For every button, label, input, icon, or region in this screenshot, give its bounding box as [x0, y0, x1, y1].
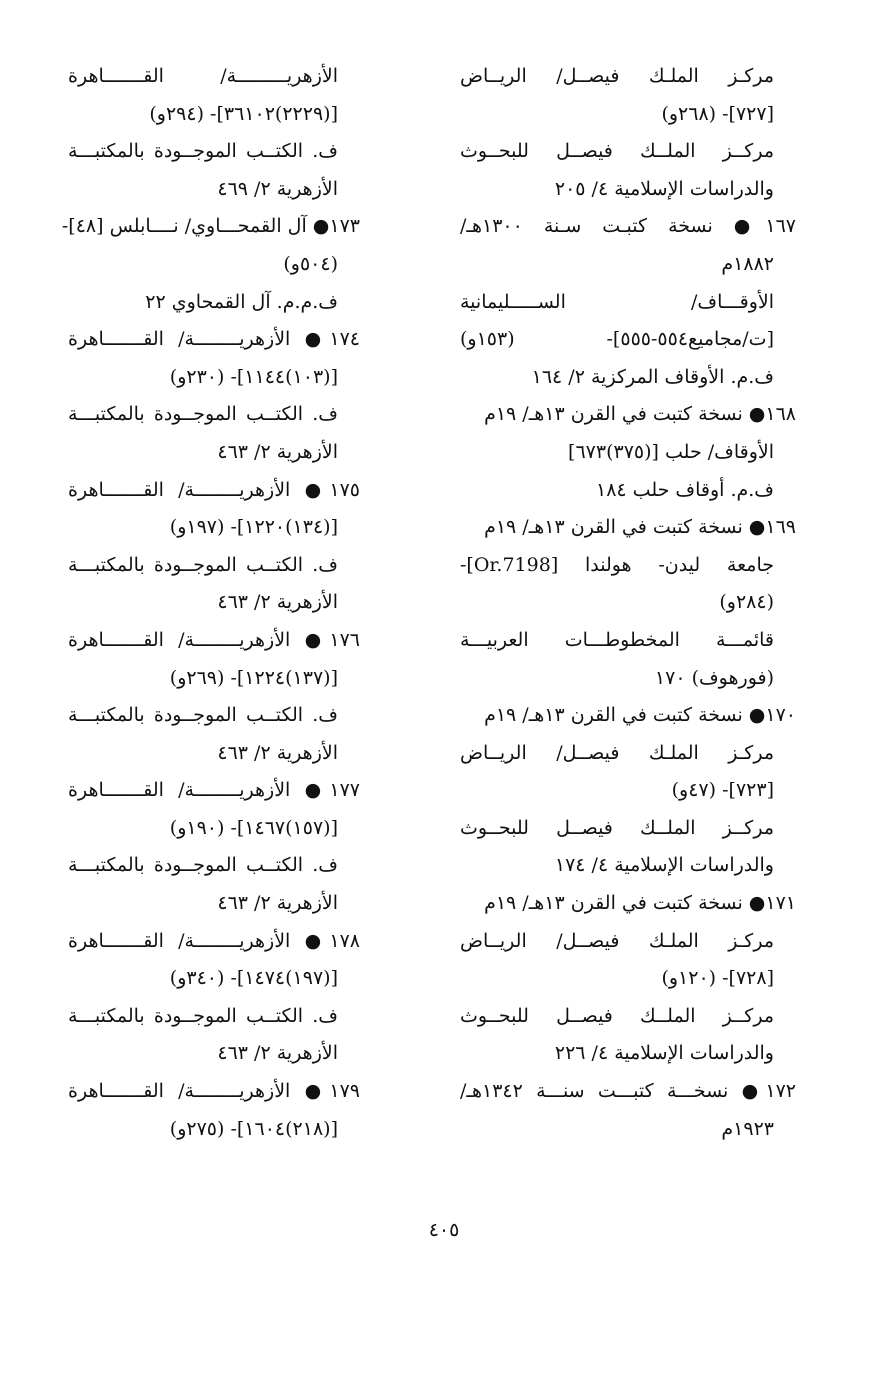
entry-detail-line: مركـز الملـك فيصــل/ الريــاض — [460, 65, 774, 87]
entry-detail-line: ف.م. الأوقاف المركزية ٢/ ١٦٤ — [531, 365, 774, 388]
entry-number-line: ١٧١● نسخة كتبت في القرن ١٣هـ/ ١٩م — [484, 892, 796, 915]
entry-detail-line: مركــز الملــك فيصــل للبحــوث — [460, 1004, 774, 1027]
entry-detail-line: والدراسات الإسلامية ٤/ ١٧٤ — [554, 854, 774, 877]
entry-detail-line: [(١٠٣)١١٤٤]- (٢٣٠و) — [169, 365, 338, 388]
entry-number-line: ١٧٦● الأزهريــــــــة/ القـــــــاهرة — [68, 628, 360, 651]
entry-detail-line: ١٩٢٣م — [721, 1117, 774, 1140]
entry-detail-line: جامعة ليدن- هولندا [Or.7198]- — [460, 553, 774, 576]
entry-detail-line: [(١٣٤)١٢٢٠]- (١٩٧و) — [169, 516, 338, 539]
entry-number-line: ١٧٥● الأزهريــــــــة/ القـــــــاهرة — [68, 478, 360, 501]
entry-detail-line: مركـز الملـك فيصــل/ الريــاض — [460, 929, 774, 952]
entry-detail-line: ف. الكتــب الموجــودة بالمكتبـــة — [68, 140, 338, 163]
entry-detail-line: ف.م. أوقاف حلب ١٨٤ — [596, 478, 774, 501]
entry-detail-line: والدراسات الإسلامية ٤/ ٢٢٦ — [554, 1042, 774, 1065]
entry-detail-line: الأزهرية ٢/ ٤٦٣ — [217, 440, 338, 463]
entry-number-line: ١٦٩● نسخة كتبت في القرن ١٣هـ/ ١٩م — [484, 516, 796, 539]
entry-detail-line: مركـز الملـك فيصــل/ الريــاض — [460, 741, 774, 764]
entry-detail-line: [(١٣٧)١٢٢٤]- (٢٦٩و) — [169, 666, 338, 689]
entry-detail-line: مركــز الملــك فيصــل للبحــوث — [460, 140, 774, 163]
entry-detail-line: ف. الكتــب الموجــودة بالمكتبـــة — [68, 704, 338, 727]
entry-number-line: ١٧٧● الأزهريــــــــة/ القـــــــاهرة — [68, 779, 360, 802]
entry-number-line: ١٦٨● نسخة كتبت في القرن ١٣هـ/ ١٩م — [484, 403, 796, 426]
entry-detail-line: [٧٢٧]- (٢٦٨و) — [661, 102, 774, 125]
entry-detail-line: [(١٩٧)١٤٧٤]- (٣٤٠و) — [169, 967, 338, 990]
entry-detail-line: [٧٢٣]- (٤٧و) — [671, 779, 774, 802]
page-number: ٤٠٥ — [428, 1219, 460, 1241]
entry-detail-line: ف.م.م. آل القمحاوي ٢٢ — [145, 290, 338, 313]
entry-detail-line: الأزهرية ٢/ ٤٦٣ — [217, 1042, 338, 1065]
entry-detail-line: (٢٨٤و) — [719, 591, 774, 614]
entry-detail-line: الأزهرية ٢/ ٤٦٣ — [217, 591, 338, 614]
entry-detail-line: مركــز الملــك فيصــل للبحــوث — [460, 816, 774, 839]
entry-detail-line: [ت/مجاميع٥٥٤-٥٥٥]- (١٥٣و) — [460, 328, 774, 351]
entry-detail-line: [(٢٢٢٩)٣٦١٠٢]- (٢٩٤و) — [149, 102, 338, 125]
entry-detail-line: الأزهرية ٢/ ٤٦٩ — [217, 177, 338, 200]
entry-detail-line: قائمـــة المخطوطـــات العربيـــة — [460, 628, 774, 651]
entry-detail-line: الأزهرية ٢/ ٤٦٣ — [217, 741, 338, 764]
entry-number-line: ١٧٣● آل القمحـــاوي/ نــــابلس [٤٨]- — [61, 215, 360, 238]
entry-detail-line: (٥٠٤و) — [283, 252, 338, 275]
entry-number-line: ١٧٠● نسخة كتبت في القرن ١٣هـ/ ١٩م — [484, 704, 796, 727]
entry-detail-line: الأوقاف/ حلب [(٣٧٥)٦٧٣] — [568, 440, 774, 463]
entry-number-line: ١٧٢● نسخـــة كتبـــت سنـــة ١٣٤٢هـ/ — [460, 1080, 796, 1103]
entry-number-line: ١٧٩● الأزهريــــــــة/ القـــــــاهرة — [68, 1080, 360, 1103]
entry-detail-line: [٧٢٨]- (١٢٠و) — [661, 967, 774, 990]
entry-detail-line: ف. الكتــب الموجــودة بالمكتبـــة — [68, 854, 338, 877]
entry-detail-line: ف. الكتــب الموجــودة بالمكتبـــة — [68, 1004, 338, 1027]
entry-detail-line: والدراسات الإسلامية ٤/ ٢٠٥ — [554, 177, 774, 200]
entry-number-line: ١٦٧● نسخة كتبـت سـنة ١٣٠٠هـ/ — [460, 215, 796, 238]
left-text-column — [61, 58, 360, 1148]
entry-detail-line: ف. الكتــب الموجــودة بالمكتبـــة — [68, 403, 338, 426]
entry-detail-line: [(٢١٨)١٦٠٤]- (٢٧٥و) — [169, 1117, 338, 1140]
entry-number-line: ١٧٤● الأزهريــــــــة/ القـــــــاهرة — [68, 328, 360, 351]
entry-detail-line: الأزهرية ٢/ ٤٦٣ — [217, 892, 338, 915]
entry-detail-line: الأزهريـــــــــة/ القـــــــاهرة — [68, 65, 338, 87]
entry-detail-line: (فورهوف) ١٧٠ — [654, 666, 774, 689]
entry-detail-line: ١٨٨٢م — [721, 252, 774, 275]
entry-detail-line: ف. الكتــب الموجــودة بالمكتبـــة — [68, 553, 338, 576]
entry-number-line: ١٧٨● الأزهريــــــــة/ القـــــــاهرة — [68, 929, 360, 952]
entry-detail-line: الأوقـــاف/ الســـــليمانية — [460, 290, 774, 313]
right-text-column — [460, 58, 796, 1148]
entry-detail-line: [(١٥٧)١٤٦٧]- (١٩٠و) — [169, 816, 338, 839]
